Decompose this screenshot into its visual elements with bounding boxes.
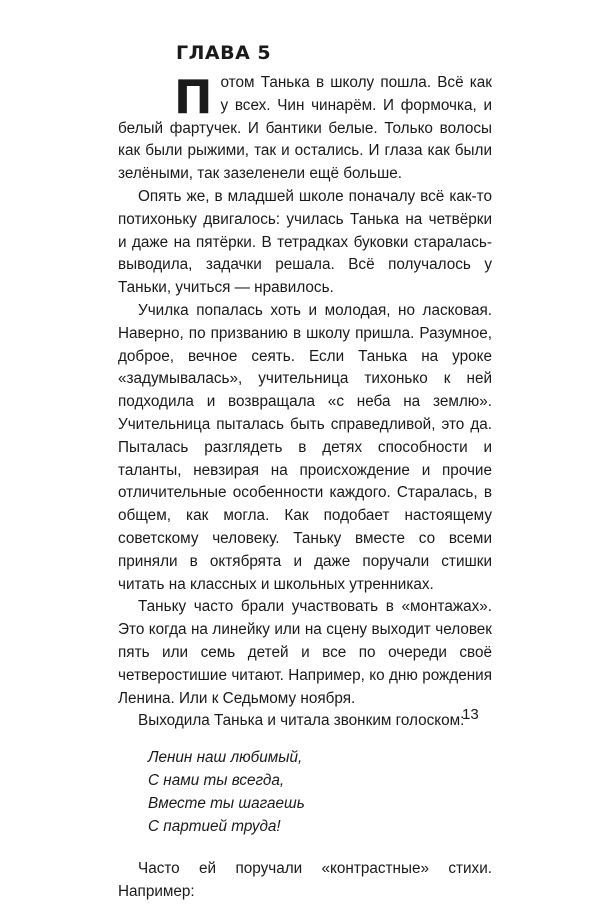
poem-line-3: Вместе ты шагаешь bbox=[148, 794, 305, 812]
poem-line-4: С партией труда! bbox=[148, 817, 281, 835]
chapter-heading: ГЛАВА 5 bbox=[176, 42, 272, 64]
paragraph-1 bbox=[118, 72, 492, 186]
chapter-body bbox=[118, 72, 492, 904]
poem bbox=[148, 747, 492, 838]
paragraph-4: Таньку часто брали участвовать в «монтажах». Это когда на линейку или на сцену выходит человек пять или семь детей и все по очереди своё четверостишие читают. Например, ко дню рождения Ленина. Или к Седьмому ноября. bbox=[118, 598, 492, 707]
drop-cap: П bbox=[174, 70, 213, 124]
poem-line-2: С нами ты всегда, bbox=[148, 771, 285, 789]
paragraph-1-text: отом Танька в школу пошла. Всё как у всех. Чин чинарём. И формочка, и белый фартучек. И бантики белые. Только волосы как были рыжими, так и остались. И глаза как были зелёными, так зазеленели ещё больше. bbox=[118, 74, 492, 183]
paragraph-3: Училка попалась хоть и молодая, но ласковая. Наверно, по призванию в школу пришла. Разумное, доброе, вечное сеять. Если Танька на уроке «задумывалась», учительница тихонько к ней подходила и возвращала «с неба на землю». Учительница пыталась быть справедливой, это да. Пыталась разглядеть в детях способности и таланты, невзирая на происхождение и прочие отличительные особенности каждого. Старалась, в общем, как могла. Как подобает настоящему советскому человеку. Таньку вместе со всеми приняли в октябрята и даже поручали стишки читать на классных и школьных утренниках. bbox=[118, 301, 492, 593]
closing-paragraph: Часто ей поручали «контрастные» стихи. Например: bbox=[118, 860, 492, 901]
paragraph-2: Опять же, в младшей школе поначалу всё как-то потихоньку двигалось: училась Танька на четвёрки и даже на пятёрки. В тетрадках буковки старалась-выводила, задачки решала. Всё получалось у Таньки, учиться — нравилось. bbox=[118, 187, 492, 297]
poem-line-1: Ленин наш любимый, bbox=[148, 749, 303, 767]
page-number: 13 bbox=[462, 706, 479, 723]
paragraph-5: Выходила Танька и читала звонким голоском: bbox=[138, 712, 465, 730]
